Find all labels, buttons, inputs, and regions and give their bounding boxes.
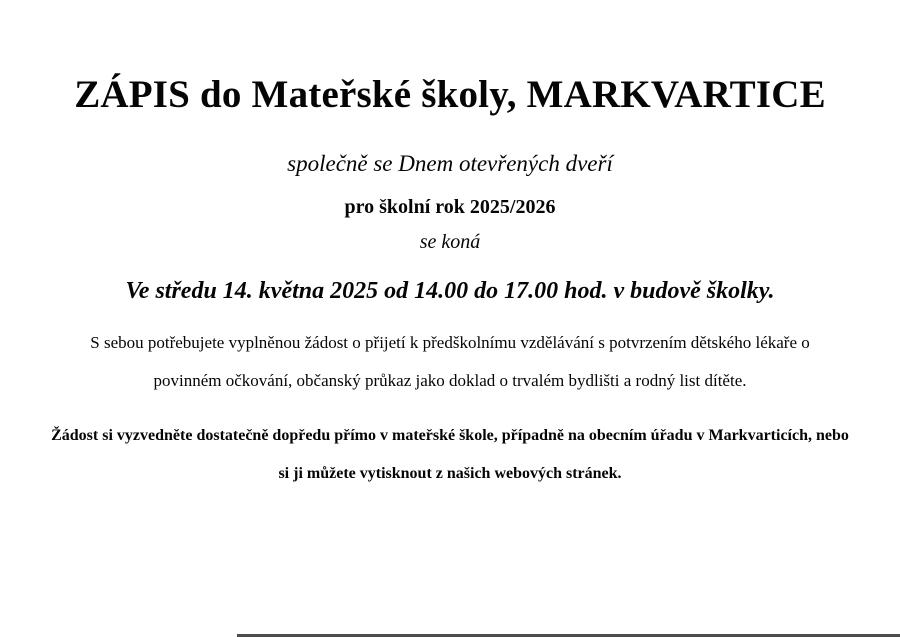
requirements-paragraph-line-2: povinném očkování, občanský průkaz jako doklad o trvalém bydlišti a rodný list dítěte.	[153, 371, 747, 390]
document-title: ZÁPIS do Mateřské školy, MARKVARTICE	[74, 73, 826, 116]
se-kona-line: se koná	[419, 231, 481, 253]
document-subtitle-open-day: společně se Dnem otevřených dveří	[287, 151, 613, 176]
application-note-line-2: si ji můžete vytisknout z našich webových stránek.	[278, 465, 622, 482]
school-year-line: pro školní rok 2025/2026	[344, 196, 556, 218]
event-date-time-line: Ve středu 14. května 2025 od 14.00 do 17.00 hod. v budově školky.	[125, 278, 775, 304]
requirements-paragraph-line-1: S sebou potřebujete vyplněnou žádost o přijetí k předškolnímu vzdělávání s potvrzením dětského lékaře o	[90, 333, 810, 352]
application-note-line-1: Žádost si vyzvedněte dostatečně dopředu přímo v mateřské škole, případně na obecním úřadu v Markvarticích, nebo	[51, 427, 849, 444]
